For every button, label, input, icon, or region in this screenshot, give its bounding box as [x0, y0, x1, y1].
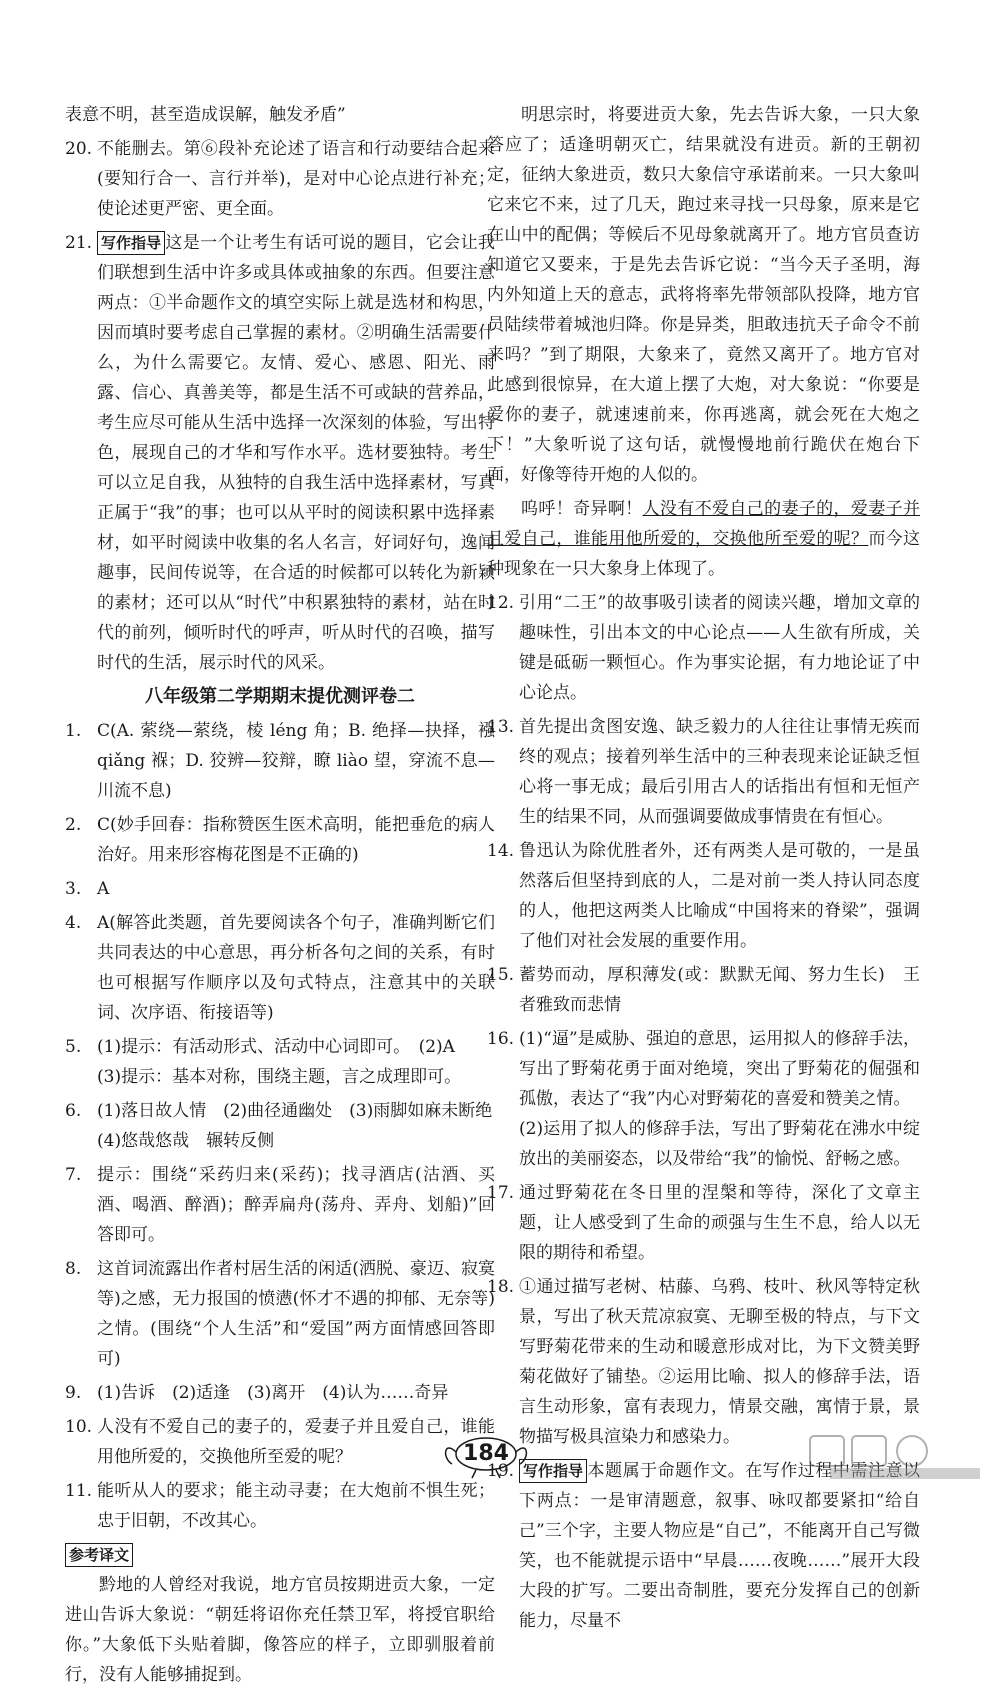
- item-text: 通过野菊花在冬日里的涅槃和等待，深化了文章主题，让人感受到了生命的顽强与生生不息，给人以无限的期待和希望。: [519, 1183, 920, 1263]
- reference-translation-tag: 参考译文: [65, 1543, 133, 1567]
- item-number: 5.: [65, 1037, 82, 1057]
- item-text: ①通过描写老树、枯藤、乌鸦、枝叶、秋风等特定秋景，写出了秋天荒凉寂寞、无聊至极的特点，与下文写野菊花带来的生动和暖意形成对比，为下文赞美野菊花做好了铺垫。②运用比喻、拟人的修辞手法，语言生动形象，富有表现力，情景交融，寓情于景，景物描写极具渲染力和感染力。: [519, 1277, 920, 1447]
- item-number: 18.: [487, 1277, 515, 1297]
- item-text: C(妙手回春：指称赞医生医术高明，能把垂危的病人治好。用来形容梅花图是不正确的): [97, 815, 495, 865]
- item-text: 鲁迅认为除优胜者外，还有两类人是可敬的，一是虽然落后但坚持到底的人，二是对前一类人持认同态度的人，他把这两类人比喻成“中国将来的脊梁”，强调了他们对社会发展的重要作用。: [519, 841, 920, 951]
- answer-list-right: [487, 588, 920, 1452]
- answer-item: [487, 588, 920, 708]
- item-text: 这是一个让考生有话可说的题目，它会让我们联想到生活中许多或具体或抽象的东西。但要注意两点：①半命题作文的填空实际上就是选材和构思，因而填时要考虑自己掌握的素材。②明确生活需要什么，为什么需要它。友情、爱心、感恩、阳光、雨露、信心、真善美等，都是生活不可或缺的营养品，考生应尽可能从生活中选择一次深刻的体验，写出特色，展现自己的才华和写作水平。选材要独特。考生可以立足自我，从独特的自我生活中选择素材，写真正属于“我”的事；也可以从平时的阅读积累中选择素材，如平时阅读中收集的名人名言，好词好句，逸闻趣事，民间传说等，在合适的时候都可以转化为新颖的素材；还可以从“时代”中积累独特的素材，站在时代的前列，倾听时代的呼声，听从时代的召唤，描写时代的生活，展示时代的风采。: [97, 233, 495, 673]
- item-number: 15.: [487, 965, 515, 985]
- item-number: 14.: [487, 841, 515, 861]
- answer-item: [65, 1476, 495, 1536]
- item-number: 2.: [65, 815, 82, 835]
- item-text: 提示：围绕“采药归来(采药)；找寻酒店(沽酒、买酒、喝酒、醉酒)；醉弄扁舟(荡舟、弄舟、划船)”回答即可。: [97, 1165, 495, 1245]
- answer-item-19: [487, 1456, 920, 1636]
- item-number: 8.: [65, 1259, 82, 1279]
- answer-item: [65, 1254, 495, 1374]
- item-number: 19.: [487, 1461, 515, 1481]
- item-number: 17.: [487, 1183, 515, 1203]
- item-text: C(A. 萦绕—萦绕，棱 léng 角；B. 绝择—抉择，襁 qiǎng 褓；D. 狡辨—狡辩，瞭 liào 望，穿流不息—川流不息): [97, 721, 495, 801]
- exclamation-text: 呜呼！奇异啊！: [521, 499, 643, 519]
- answer-item: [65, 810, 495, 870]
- translation-paragraph: 明思宗时，将要进贡大象，先去告诉大象，一只大象答应了；适逢明朝灭亡，结果就没有进贡。新的王朝初定，征纳大象进贡，数只大象信守承诺前来。一只大象叫它来它不来，过了几天，跑过来寻找一只母象，原来是它在山中的配偶；等候后不见母象就离开了。地方官员查访知道它又要来，于是先去告诉它说：“当今天子圣明，海内外知道上天的意志，武将将率先带领部队投降，地方官员陆续带着城池归降。你是异类，胆敢违抗天子命令不前来吗？”到了期限，大象来了，竟然又离开了。地方官对此感到很惊异，在大道上摆了大炮，对大象说：“你要是爱你的妻子，就速速前来，你再逃离，就会死在大炮之下！”大象听说了这句话，就慢慢地前行跪伏在炮台下面，好像等待开炮的人似的。: [487, 105, 920, 485]
- answer-item: [487, 712, 920, 832]
- item-number: 4.: [65, 913, 82, 933]
- answer-item: [487, 1178, 920, 1268]
- item-number: 10.: [65, 1417, 93, 1437]
- right-column: [487, 100, 920, 1640]
- answer-item: [65, 1378, 495, 1408]
- answer-item: [487, 1024, 920, 1174]
- item-number: 1.: [65, 721, 82, 741]
- item-text: (1)提示：有活动形式、活动中心词即可。 (2)A (3)提示：基本对称，围绕主题，言之成理即可。: [97, 1037, 462, 1087]
- item-text: 人没有不爱自己的妻子的，爱妻子并且爱自己，谁能用他所爱的，交换他所至爱的呢？: [97, 1417, 495, 1467]
- closing-text: 而今这种现象在一只大象身上体现了。: [487, 529, 921, 579]
- answer-item: [487, 960, 920, 1020]
- answer-item: [487, 1272, 920, 1452]
- item-text: 能听从人的要求；能主动寻妻；在大炮前不惧生死；忠于旧朝，不改其心。: [97, 1481, 495, 1531]
- continuation-text: 表意不明，甚至造成误解，触发矛盾”: [65, 105, 346, 125]
- writing-guide-tag: 写作指导: [519, 1459, 587, 1483]
- item-number: 12.: [487, 593, 515, 613]
- item-text: (1)“逼”是威胁、强迫的意思，运用拟人的修辞手法，写出了野菊花勇于面对绝境，突出了野菊花的倔强和孤傲，表达了“我”内心对野菊花的喜爱和赞美之情。 (2)运用了拟人的修辞手法，写出了野菊花在沸水中绽放出的美丽姿态，以及带给“我”的愉悦、舒畅之感。: [519, 1029, 920, 1169]
- answer-item: [65, 1160, 495, 1250]
- item-text: A: [97, 879, 110, 899]
- item-number: 20.: [65, 139, 93, 159]
- answer-list: [65, 716, 495, 1536]
- item-number: 3.: [65, 879, 82, 899]
- item-text: 不能删去。第⑥段补充论述了语言和行动要结合起来: [97, 139, 495, 159]
- answer-item-21: [65, 228, 495, 678]
- page-number: 184: [463, 1441, 509, 1466]
- item-number: 11.: [65, 1481, 93, 1501]
- item-text: 蓄势而动，厚积薄发(或：默默无闻、努力生长) 王者雅致而悲情: [519, 965, 920, 1015]
- item-text: 引用“二王”的故事吸引读者的阅读兴趣，增加文章的趣味性，引出本文的中心论点——人生欲有所成，关键是砥砺一颗恒心。作为事实论据，有力地论证了中心论点。: [519, 593, 920, 703]
- item-text: 这首词流露出作者村居生活的闲适(洒脱、豪迈、寂寞等)之感，无力报国的愤懑(怀才不遇的抑郁、无奈等)之情。(围绕“个人生活”和“爱国”两方面情感回答即可): [97, 1259, 495, 1369]
- page-footer: [0, 1432, 1000, 1481]
- item-text-cont: (要知行合一、言行并举)，是对中心论点进行补充；使论述更严密、更全面。: [97, 169, 495, 219]
- item-number: 16.: [487, 1029, 515, 1049]
- item-text: A(解答此类题，首先要阅读各个句子，准确判断它们共同表达的中心意思，再分析各句之间的关系，有时也可根据写作顺序以及句式特点，注意其中的关联词、次序语、衔接语等): [97, 913, 495, 1023]
- answer-item: [65, 1096, 495, 1156]
- item-number: 7.: [65, 1165, 82, 1185]
- section-title: 八年级第二学期期末提优测评卷二: [145, 686, 415, 707]
- answer-item: [65, 1032, 495, 1092]
- underlined-sentence: 人没有不爱自己的妻子的，爱妻子并且爱自己，谁能用他所爱的，交换他所至爱的呢？: [487, 499, 921, 549]
- writing-guide-tag: 写作指导: [97, 231, 165, 255]
- item-number: 13.: [487, 717, 515, 737]
- answer-item-20: [65, 134, 495, 224]
- answer-item: [65, 716, 495, 806]
- item-number: 6.: [65, 1101, 82, 1121]
- translation-paragraph-2: [487, 494, 920, 584]
- answer-item: [65, 908, 495, 1028]
- answer-item: [65, 874, 495, 904]
- watermark-logo-icon: [800, 1432, 1000, 1481]
- item-text: (1)告诉 (2)适逢 (3)离开 (4)认为……奇异: [97, 1383, 449, 1403]
- reference-translation-text: 黔地的人曾经对我说，地方官员按期进贡大象，一定进山告诉大象说：“朝廷将诏你充任禁卫军，将授官职给你。”大象低下头贴着脚，像答应的样子，立即驯服着前行，没有人能够捕捉到。: [65, 1575, 495, 1685]
- item-number: 9.: [65, 1383, 82, 1403]
- item-text: (1)落日故人情 (2)曲径通幽处 (3)雨脚如麻未断绝 (4)悠哉悠哉 辗转反侧: [97, 1101, 493, 1151]
- answer-item: [487, 836, 920, 956]
- item-text: 首先提出贪图安逸、缺乏毅力的人往往让事情无疾而终的观点；接着列举生活中的三种表现来论证缺乏恒心将一事无成；最后引用古人的话指出有恒和无恒产生的结果不同，从而强调要做成事情贵在有恒心。: [519, 717, 920, 827]
- item-text: 本题属于命题作文。在写作过程中需注意以下两点：一是审清题意，叙事、咏叹都要紧扣“给自己”三个字，主要人物应是“自己”，不能离开自己写微笑，也不能就提示语中“早晨……夜晚……”展开大段大段的扩写。二要出奇制胜，要充分发挥自己的创新能力，尽量不: [519, 1461, 920, 1631]
- item-number: 21.: [65, 233, 93, 253]
